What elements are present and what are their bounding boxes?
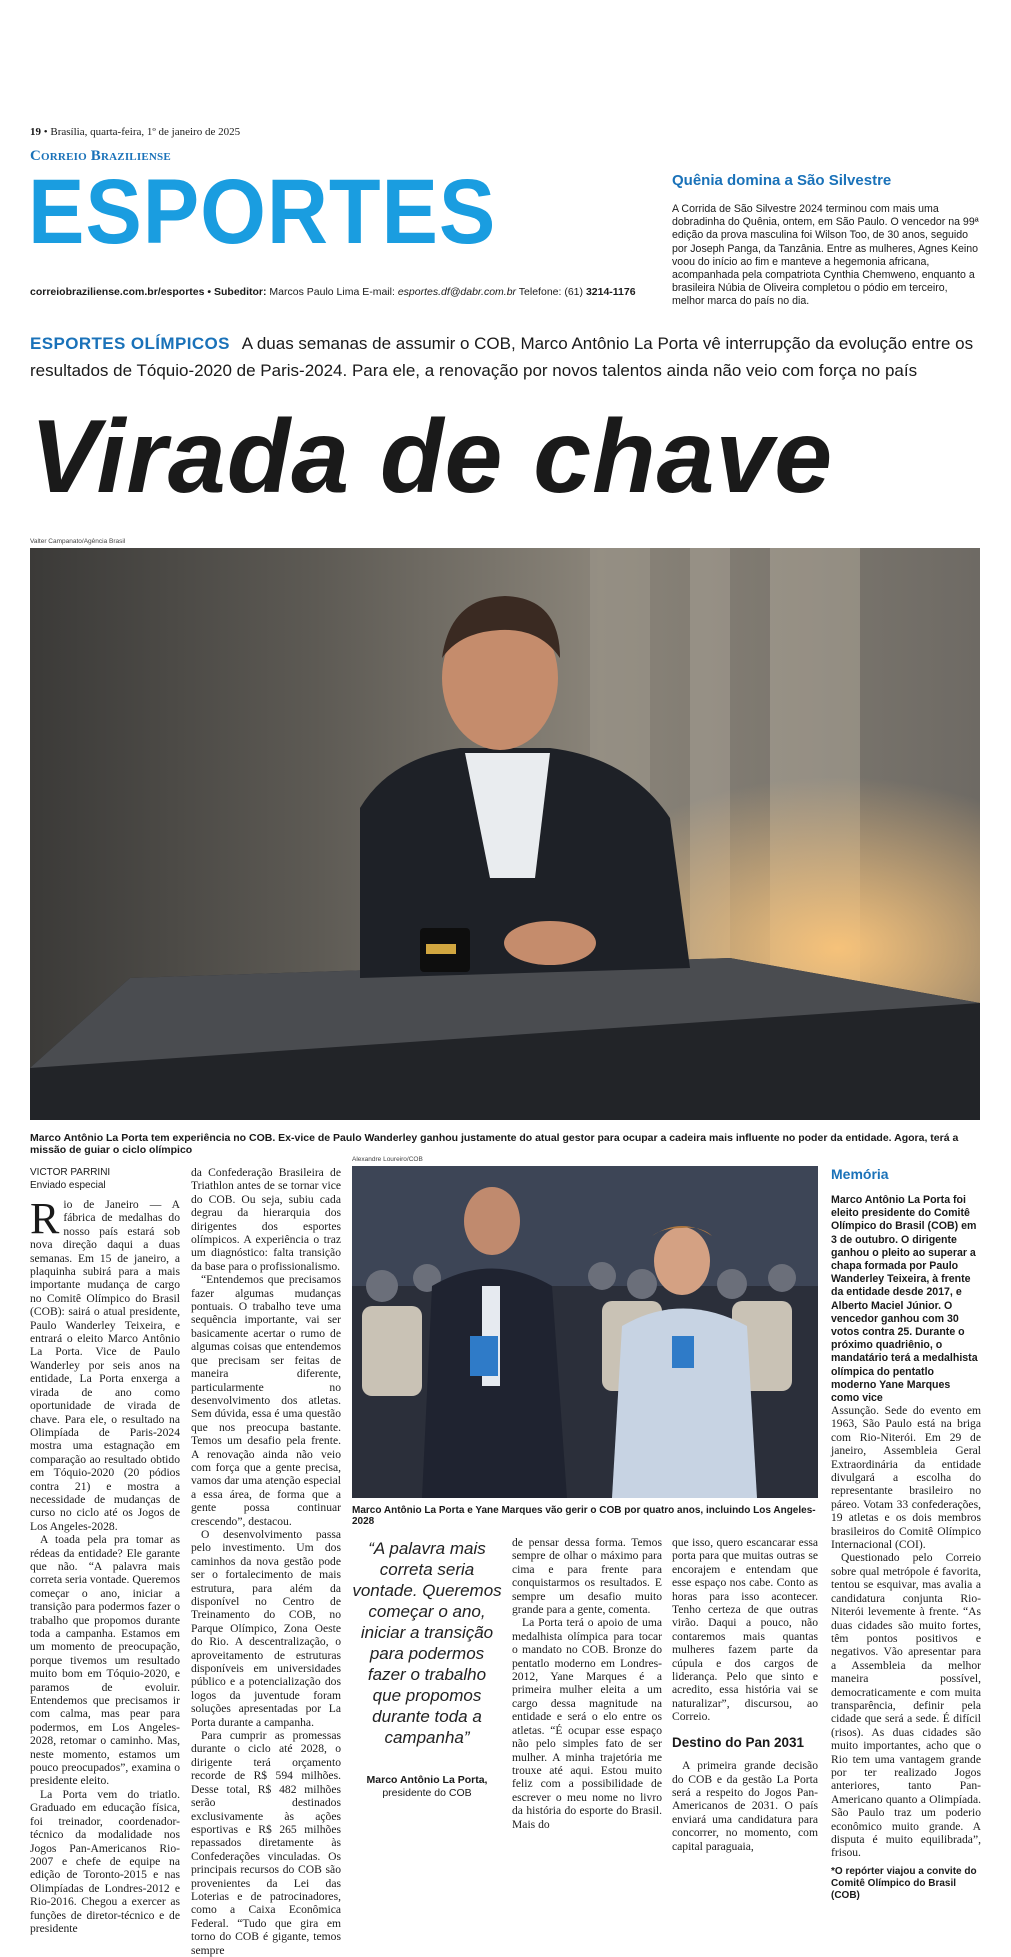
article-paragraph: que isso, quero escancarar essa porta para que muitas outras se encorajem e entendam que esse espaço nos cabe. Conto as horas para isso acontecer. Tenho certeza de que outras virão. Daqui a pouco, não contaremos mais quantas mulheres fazem parte da cúpula e dos cargos de liderança. Pelo que sinto e acredito, essa história vai se naturalizar”, discursou, ao Correio. [672,1536,818,1724]
article-headline: Virada de chave [30,399,834,515]
teaser-body: A Corrida de São Silvestre 2024 terminou com mais uma dobradinha do Quênia, ontem, em São Paulo. O vencedor na 99ª edição da prova masculina foi Wilson Too, de 30 anos, seguido por Joseph Panga, da Tanzânia. Entre as mulheres, Agnes Keino voou do início ao fim e manteve a hegemonia africana, acompanhada pela compatriota Cynthia Chemweno, enquanto a brasileira Núbia de Oliveira completou o pódio em terceiro, melhor marca do país no dia. [672,203,979,308]
contact-site: correiobraziliense.com.br/esportes [30,286,205,298]
article-paragraph: Para cumprir as promessas durante o ciclo até 2028, o dirigente terá orçamento recorde de R$ 594 milhões. Desse total, R$ 482 milhões serão destinados exclusivamente às ações esportivas e R$ 265 milhões repassados diretamente às Confederações vinculadas. Os principais recursos do COB são provenientes da Lei das Loterias e de patrocinadores, como a Caixa Econômica Federal. “Tudo que gira em torno do COB é gigante, temos sempre [191,1729,341,1957]
reporter-footnote: *O repórter viajou a convite do Comitê Olímpico do Brasil (COB) [831,1865,977,1901]
main-photo-illustration [30,548,980,1120]
byline [30,1166,110,1192]
memoria-title: Memória [831,1166,889,1182]
teaser-box [672,172,982,309]
section-title: ESPORTES [28,161,497,263]
article-paragraph: A primeira grande decisão do COB e da gestão La Porta será a respeito do Jogos Pan-Americanos de 2031. O país enviará uma candidatura para concorrer, no momento, com capital paraguaia, [672,1759,818,1853]
article-column-3 [512,1536,662,1831]
second-photo [352,1166,818,1498]
byline-name: VICTOR PARRINI [30,1167,111,1178]
article-lead-text: A duas semanas de assumir o COB, Marco Antônio La Porta vê interrupção da evolução entre os resultados de Tóquio-2020 de Paris-2024. Para ele, a renovação por novos talentos ainda não veio com força no país [30,334,974,380]
main-photo-caption: Marco Antônio La Porta tem experiência no COB. Ex-vice de Paulo Wanderley ganhou justamente do atual gestor para ocupar a cadeira mais influente no poder da entidade. Agora, terá a missão de guiar o ciclo olímpico [30,1132,959,1156]
contact-editor-label: • Subeditor: [207,286,267,298]
page-folio [30,126,240,138]
main-photo [30,548,980,1120]
pull-quote-attribution [352,1774,502,1800]
article-paragraph: O desenvolvimento passa pelo investimento. Um dos caminhos da nova gestão pode ser o fortalecimento de mais estrutura, para além da disponível no Centro de Treinamento do COB, no Parque Olímpico, Zona Oeste do Rio. A descentralização, o aproveitamento de estruturas disponíveis em universidades público e a potencialização dos logos da juventude foram soluções apresentadas por La Porta durante a campanha. [191,1527,341,1729]
paragraph-text: io de Janeiro — A fábrica de medalhas do nosso país estará sob nova direção daqui a duas semanas. Em 15 de janeiro, a plaquinha subirá para a mais importante mudança de cargo no Comitê Olímpico do Brasil (COB): sairá o atual presidente, Paulo Wanderley Teixeira, e entrará o eleito Marco Antônio La Porta. Vice de Paulo Wanderley por seis anos na entidade, La Porta enxerga a virada de ano como oportunidade de virada de chave. Para ele, o resultado na Olimpíada de Paris-2024 mostra uma estagnação em comparação ao resultado obtido em Tóquio-2020 (20 pódios contra 21) e mostra a necessidade de mudanças de curso no ciclo até os Jogos de Los Angeles-2028. [30,1198,180,1533]
photo-credit-main: Valter Campanato/Agência Brasil [30,538,126,545]
article-paragraph: de pensar dessa forma. Temos sempre de olhar o máximo para cima e para frente para conquistarmos os resultados. E sempre um desafio muito grande para a gente, comenta. [512,1536,662,1617]
second-photo-caption: Marco Antônio La Porta e Yane Marques vão gerir o COB por quatro anos, incluindo Los Angeles-2028 [352,1505,816,1527]
drop-cap: R [30,1194,60,1243]
memoria-box [831,1166,981,1405]
teaser-title: Quênia domina a São Silvestre [672,172,892,189]
article-paragraph: Assunção. Sede do evento em 1963, São Paulo está na briga com Rio-Niterói. Em 29 de janeiro, Assembleia Geral Extraordinária da entidade divulgará a escolha do representante brasileiro no páreo. Votam 33 confederações, 19 atletas e os dois membros brasileiros do Comitê Olímpico Internacional (COI). [831,1404,981,1552]
pull-quote-role: presidente do COB [382,1787,472,1799]
section-contact [30,286,636,298]
article-paragraph: “Entendemos que precisamos fazer algumas mudanças pontuais. O trabalho teve uma sequência importante, vai ser basicamente acertar o rumo de algumas coisas que entendemos que precisam ser feitas de maneira diferente, particularmente no desenvolvimento dos atletas. Sem dúvida, essa é uma questão que nos preocupa bastante. Temos um desafio pela frente. A renovação ainda não veio com força que a gente precisa, vamos dar uma atenção especial a essa área, de forma que a gente possa continuar crescendo”, destacou. [191,1273,341,1528]
contact-email-label: E-mail: [362,286,395,298]
article-paragraph [30,1194,180,1533]
contact-phone: 3214-1176 [585,286,636,298]
article-column-2 [191,1166,341,1957]
article-paragraph: La Porta terá o apoio de uma medalhista olímpica para tocar o mandato no COB. Bronze do pentatlo moderno em Londres-2012, Yane Marques é a primeira mulher eleita a um cargo dessa magnitude na entidade e será o elo entre os atletas. “É ocupar esse espaço não pelo simples fato de ser mulher. A minha trajetória me trouxe até aqui. Estou muito feliz com a possibilidade de escrever o meu nome no livro da história do esporte do Brasil. Mais do [512,1616,662,1831]
article-lead [30,330,980,384]
article-paragraph: La Porta vem do triatlo. Graduado em educação física, foi treinador, coordenador-técnico da modalidade nos Jogos Pan-Americanos Rio-2007 e chefe de equipe na edição de Toronto-2015 e nas Olimpíadas de Londres-2012 e Rio-2016. Chegou a exercer as funções de diretor-técnico e de presidente [30,1787,180,1935]
article-column-1 [30,1194,181,1935]
contact-editor: Marcos Paulo Lima [269,286,360,298]
article-subhead: Destino do Pan 2031 [672,1734,805,1750]
folio-separator: • [43,126,51,138]
article-kicker: ESPORTES OLÍMPICOS [30,334,230,353]
article-column-6 [831,1404,981,1902]
article-column-4 [672,1536,818,1853]
pull-quote-author: Marco Antônio La Porta, [366,1774,488,1786]
contact-phone-label: Telefone: (61) [518,286,584,298]
folio-date: Brasília, quarta-feira, 1º de janeiro de 2025 [50,126,241,138]
photo-credit-second: Alexandre Loureiro/COB [352,1156,423,1163]
second-photo-illustration [352,1166,818,1498]
article-paragraph: Questionado pelo Correio sobre qual metrópole é favorita, tentou se esquivar, mas avalia a candidatura conjunta Rio-Niterói levemente à frente. “As duas cidades são muito fortes, têm pontos positivos e negativos. Vão apresentar para a Assembleia da melhor maneira possível, democraticamente e com muita transparência, definir pela cidade que será a sede. É difícil (risos). As duas cidades são muito importantes, acho que o Rio tem uma vantagem grande por ter realizado Jogos anteriores, tanto Pan-Americano quanto a Olimpíada. São Paulo traz um poderio econômico muito grande. A disputa é muito equilibrada”, frisou. [831,1551,981,1860]
page-number: 19 [30,126,41,138]
memoria-body: Marco Antônio La Porta foi eleito presidente do Comitê Olímpico do Brasil (COB) em 3 de outubro. O dirigente ganhou o pleito ao superar a chapa formada por Paulo Wanderley Teixeira, à frente da entidade desde 2017, e Alberto Maciel Júnior. O vencedor ganhou com 30 votos contra 25. Durante o próximo quadriênio, o mandatário terá a medalhista olímpica do pentatlo moderno Yane Marques como vice [831,1194,978,1405]
byline-role: Enviado especial [30,1180,106,1191]
contact-email: esportes.df@dabr.com.br [397,286,517,298]
pull-quote [352,1538,502,1800]
pull-quote-text: “A palavra mais correta seria vontade. Queremos começar o ano, iniciar a transição para podermos fazer o trabalho que propomos durante toda a campanha” [352,1539,502,1747]
article-paragraph: da Confederação Brasileira de Triathlon antes de se tornar vice do COB. Ou seja, subiu cada degrau da hierarquia dos dirigentes dos esportes olímpicos. A experiência o traz um diagnóstico: falta transição da base para o profissionalismo. [191,1166,341,1273]
article-paragraph: A toada pela pra tomar as rédeas da entidade? Ele garante que não. “A palavra mais correta seria vontade. Queremos começar o ano, iniciar a transição para podermos fazer o trabalho que propomos durante toda a campanha. Estamos em um momento de preocupação, porque tivemos um resultado muito bom em Tóquio-2020, e paramos de evoluir. Entendemos que precisamos ir com calma, mas pear para podermos, em Los Angeles-2028, retomar o caminho. Mas, neste momento, estamos um pouco preocupados”, examina o presidente eleito. [30,1533,181,1788]
newspaper-brand: Correio Braziliense [30,148,171,164]
